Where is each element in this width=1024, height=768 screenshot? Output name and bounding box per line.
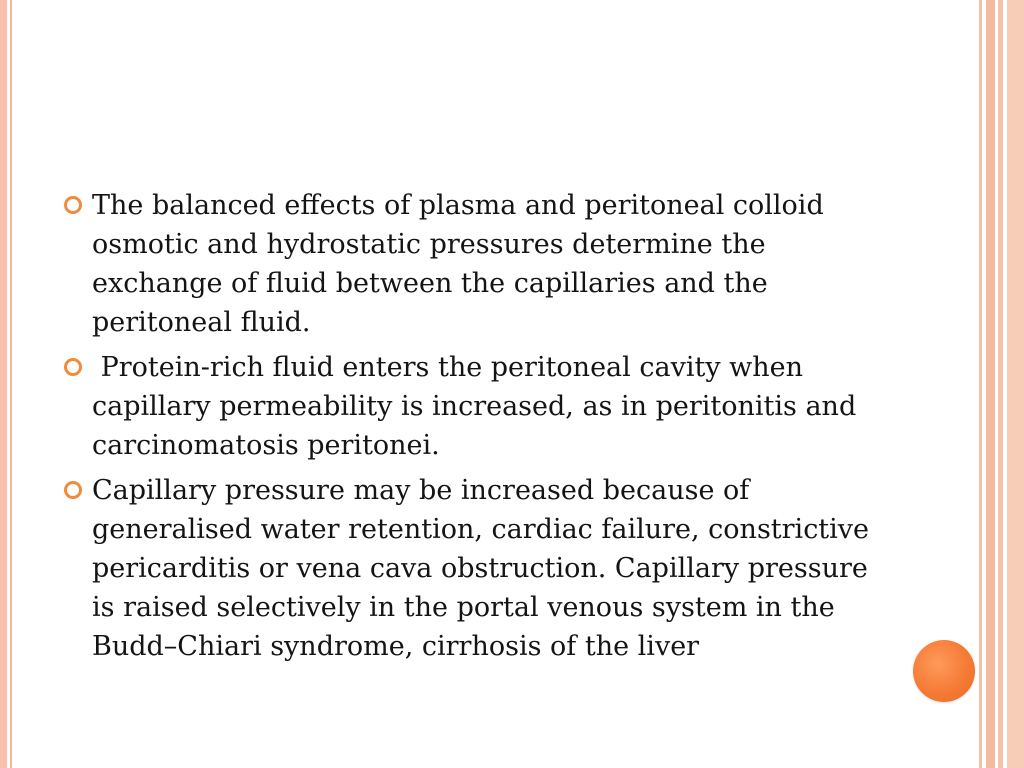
bullet-item bbox=[62, 348, 892, 465]
bullet-item bbox=[62, 471, 892, 666]
decorative-orange-circle-icon bbox=[913, 640, 975, 702]
bullet-text: The balanced effects of plasma and peritoneal colloid osmotic and hydrostatic pressures determine the exchange of fluid between the capillaries and the peritoneal fluid. bbox=[92, 190, 824, 338]
bullet-circle-icon bbox=[64, 358, 82, 376]
bullet-circle-icon bbox=[64, 481, 82, 499]
right-border-stripe bbox=[1007, 0, 1024, 768]
bullet-text: Protein-rich fluid enters the peritoneal cavity when capillary permeability is increased, as in peritonitis and carcinomatosis peritonei. bbox=[92, 352, 865, 461]
left-border-stripe bbox=[0, 0, 7, 768]
bullet-text: Capillary pressure may be increased because of generalised water retention, cardiac failure, constrictive pericarditis or vena cava obstruction. Capillary pressure is raised selectively in the portal venous system in the Budd–Chiari syndrome, cirrhosis of the liver bbox=[92, 475, 870, 662]
left-border-stripe-inner bbox=[10, 0, 12, 768]
right-border-stripe bbox=[998, 0, 1003, 768]
right-border-stripe bbox=[979, 0, 982, 768]
bullet-circle-icon bbox=[64, 196, 82, 214]
bullet-list bbox=[62, 186, 892, 672]
bullet-item bbox=[62, 186, 892, 342]
right-border-stripe bbox=[986, 0, 995, 768]
